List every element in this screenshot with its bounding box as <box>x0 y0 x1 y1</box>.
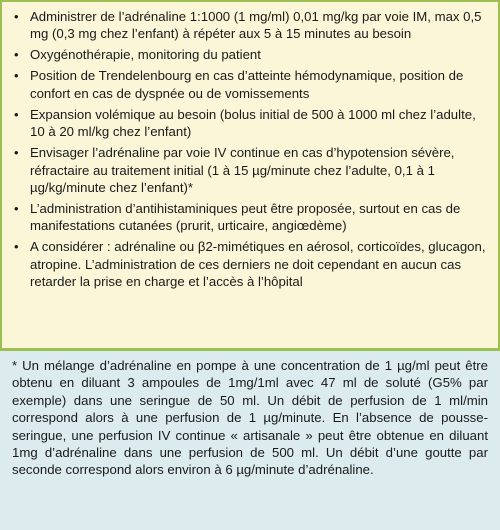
list-item-text: Oxygénothérapie, monitoring du patient <box>30 47 261 63</box>
bullet-icon: • <box>14 106 19 122</box>
list-item-text: Envisager l’adrénaline par voie IV continue en cas d’hypotension sévère, réfractaire au traitement initial (1 à 15 µg/minute chez l’adulte, 0,1 à 1 µg/kg/minute chez l’enfant)* <box>30 145 455 196</box>
bullet-icon: • <box>14 201 19 217</box>
list-item <box>12 8 488 43</box>
bullet-icon: • <box>14 68 19 84</box>
list-item <box>12 67 488 102</box>
list-item <box>12 144 488 196</box>
bullet-icon: • <box>14 9 19 24</box>
list-item-text: A considérer : adrénaline ou β2-mimétiques en aérosol, corticoïdes, glucagon, atropine. L’administration de ces derniers ne doit cependant en aucun cas retarder la prise en charge et l’accès à l’hôpital <box>30 239 486 290</box>
list-item <box>12 200 488 235</box>
list-item-text: Expansion volémique au besoin (bolus initial de 500 à 1000 ml chez l’adulte, 10 à 20 ml/kg chez l’enfant) <box>30 106 476 140</box>
list-item <box>12 106 488 141</box>
list-item-text: L’administration d’antihistaminiques peut être proposée, surtout en cas de manifestations cutanées (prurit, urticaire, angiœdème) <box>30 201 461 234</box>
bullet-icon: • <box>14 145 19 161</box>
footnote-text: * Un mélange d’adrénaline en pompe à une concentration de 1 µg/ml peut être obtenu en diluant 3 ampoules de 1mg/1ml avec 47 ml de soluté (G5% par exemple) dans une seringue de 50 ml. Un débit de perfusion de 1 ml/min correspond alors à une perfusion de 1 µg/minute. En l’absence de pousse-seringue, une perfusion IV continue « artisanale » peut être obtenue en diluant 1mg d’adrénaline dans une perfusion de 500 ml. Un débit d’une goutte par seconde correspond alors environ à 6 µg/minute d’adrénaline. <box>12 358 488 478</box>
treatment-list <box>2 2 498 291</box>
footnote-panel <box>0 351 500 530</box>
bullet-icon: • <box>14 47 19 63</box>
list-item-text: Administrer de l’adrénaline 1:1000 (1 mg/ml) 0,01 mg/kg par voie IM, max 0,5 mg (0,3 mg chez l’enfant) à répéter aux 5 à 15 minutes au besoin <box>30 9 482 42</box>
list-item <box>12 46 488 63</box>
list-item-text: Position de Trendelenbourg en cas d’atteinte hémodynamique, position de confort en cas de dyspnée ou de vomissements <box>30 68 464 101</box>
bullet-icon: • <box>14 239 19 255</box>
list-item <box>12 238 488 290</box>
